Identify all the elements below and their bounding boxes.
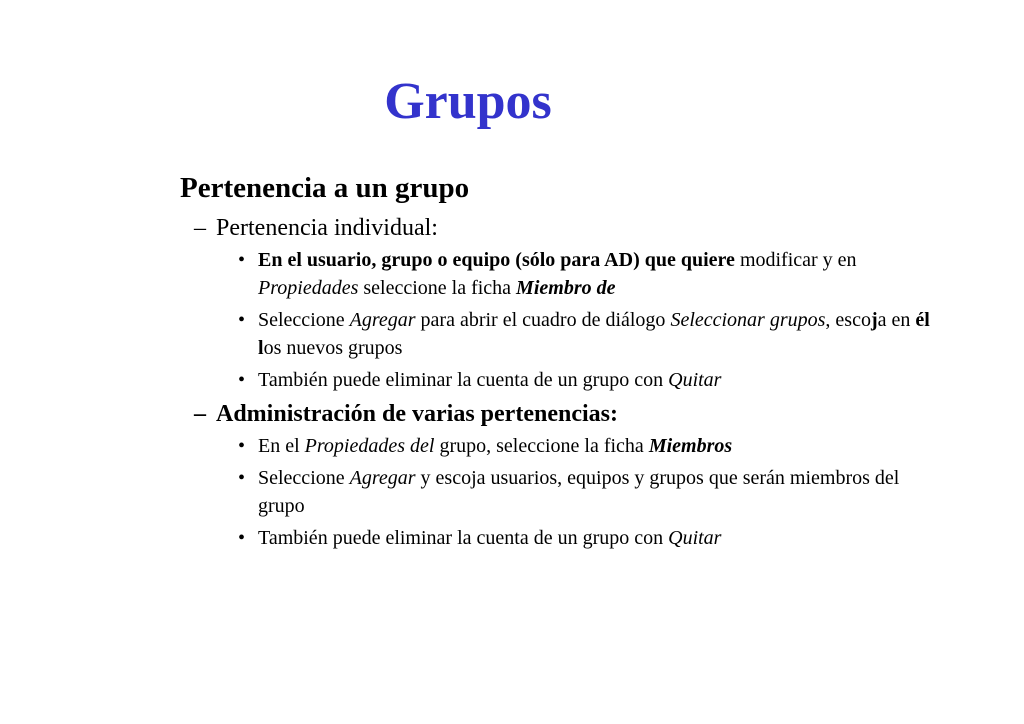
slide-title: Grupos xyxy=(384,73,552,130)
bullet-text: , esco xyxy=(825,309,871,331)
bullet-text-italic: Agregar xyxy=(349,467,416,489)
bullet-text-italic: Agregar xyxy=(349,309,416,331)
bullet-text: y escoja usuarios, equipos y grupos que serán miembros del grupo xyxy=(258,467,900,517)
bullet-text: para abrir el cuadro de diálogo xyxy=(415,309,671,331)
bullet-text: En el usuario, grupo o equipo (sólo para AD) que quiere xyxy=(258,249,735,271)
bullet-item xyxy=(180,366,940,394)
bullet-text-italic: Propiedades xyxy=(258,277,359,299)
section-multiple xyxy=(194,398,940,430)
main-heading: Pertenencia a un grupo xyxy=(180,172,470,204)
bullet-text: Seleccione xyxy=(258,467,350,489)
bullet-text-bold: él l xyxy=(258,309,930,359)
bullet-text-bold: j xyxy=(870,309,878,331)
bullet-text: seleccione la ficha xyxy=(358,277,517,299)
bullet-marker: • xyxy=(238,435,246,457)
bullet-list-multiple xyxy=(180,432,940,552)
bullet-item xyxy=(180,306,940,362)
bullet-item xyxy=(180,464,940,520)
bullet-item xyxy=(180,432,940,460)
bullet-text: También puede eliminar la cuenta de un grupo con xyxy=(258,369,669,391)
bullet-text: Seleccione xyxy=(258,309,350,331)
bullet-text-italic: Seleccionar grupos xyxy=(670,309,826,331)
bullet-text-bold-italic: Miembros xyxy=(648,435,733,457)
bullet-item xyxy=(180,524,940,552)
bullet-marker: • xyxy=(238,309,246,331)
bullet-text-bold-italic: Miembro de xyxy=(516,277,616,299)
section-label: Pertenencia individual: xyxy=(216,215,438,241)
bullet-text-italic: Quitar xyxy=(668,527,722,549)
bullet-text: a en xyxy=(877,309,916,331)
bullet-text: modificar y en xyxy=(734,249,857,271)
section-individual xyxy=(194,212,940,244)
section-label: Administración de varias pertenencias: xyxy=(216,401,618,427)
dash-marker: – xyxy=(194,215,206,241)
bullet-text-italic: Propiedades del xyxy=(304,435,435,457)
bullet-item xyxy=(180,246,940,302)
bullet-marker: • xyxy=(238,527,246,549)
bullet-marker: • xyxy=(238,467,246,489)
bullet-marker: • xyxy=(238,249,246,271)
bullet-text: os nuevos grupos xyxy=(263,337,403,359)
bullet-text: grupo, seleccione la ficha xyxy=(434,435,649,457)
slide-content xyxy=(180,168,940,556)
dash-marker: – xyxy=(194,401,206,427)
bullet-text: En el xyxy=(258,435,305,457)
bullet-marker: • xyxy=(238,369,246,391)
bullet-text-italic: Quitar xyxy=(668,369,722,391)
bullet-list-individual xyxy=(180,246,940,394)
bullet-text: También puede eliminar la cuenta de un grupo con xyxy=(258,527,669,549)
